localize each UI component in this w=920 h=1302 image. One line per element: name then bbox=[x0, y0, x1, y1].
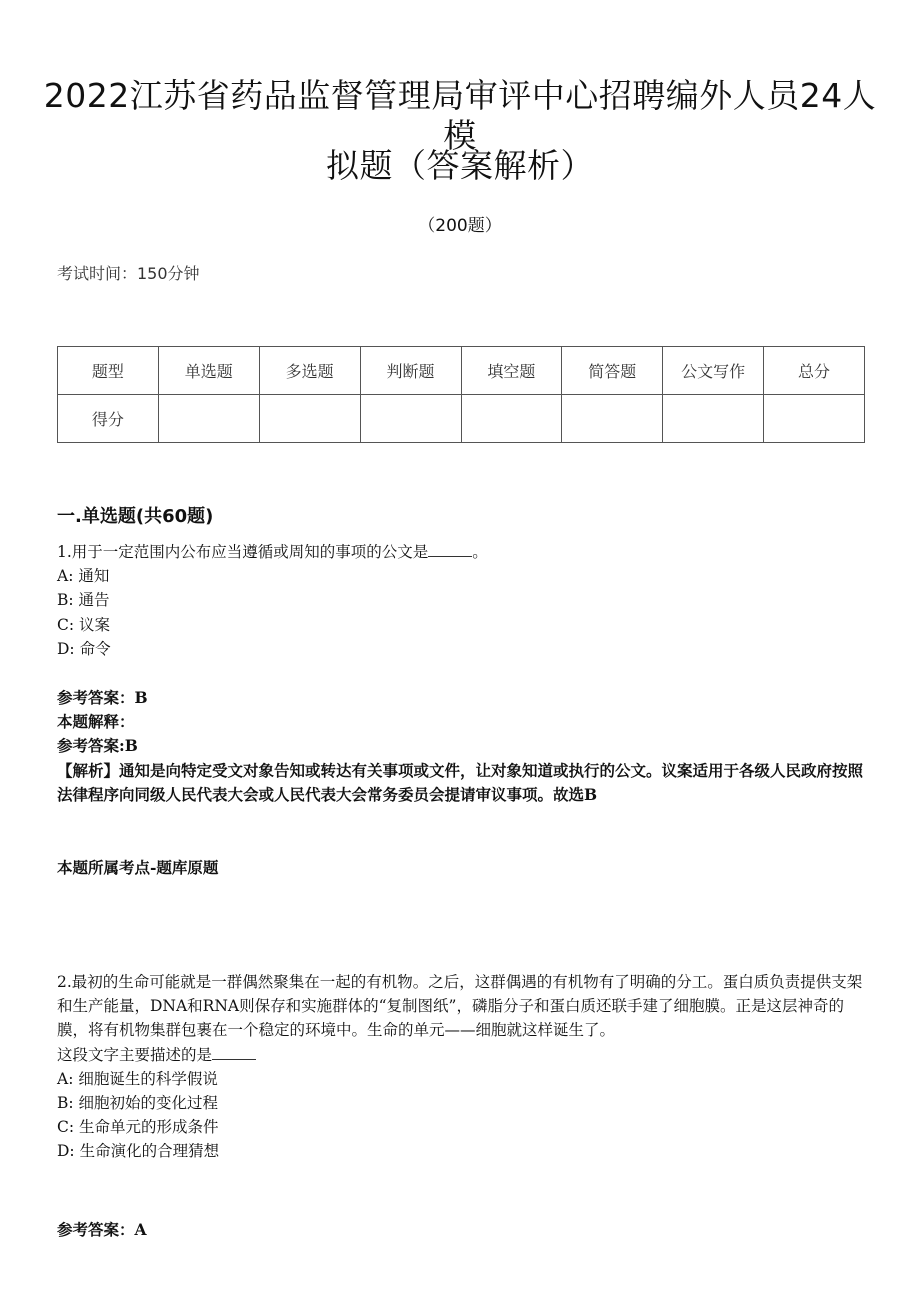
question-1-analysis: 【解析】通知是向特定受文对象告知或转达有关事项或文件，让对象知道或执行的公文。议案适用于各级人民政府按照法律程序向同级人民代表大会或人民代表大会常务委员会提请审议事项。故选B bbox=[57, 760, 864, 804]
question-1-answer-2: 参考答案:B bbox=[57, 736, 138, 756]
question-1-option-a: A: 通知 bbox=[57, 567, 110, 586]
question-1-topic bbox=[57, 856, 865, 880]
doc-title-line-1: 2022江苏省药品监督管理局审评中心招聘编外人员24人模 bbox=[43, 76, 877, 155]
question-1-option-c: C: 议案 bbox=[57, 615, 111, 634]
question-count: （200题） bbox=[418, 216, 502, 236]
header-cell-fill: 填空题 bbox=[461, 347, 562, 395]
question-2-answer: 参考答案：A bbox=[57, 1220, 147, 1239]
header-cell-writing: 公文写作 bbox=[663, 347, 764, 395]
header-cell-multi: 多选题 bbox=[259, 347, 360, 395]
question-1-stem-text: 1.用于一定范围内公布应当遵循或周知的事项的公文是 bbox=[57, 543, 429, 561]
score-cell bbox=[259, 395, 360, 443]
question-2-option-b: B: 细胞初始的变化过程 bbox=[57, 1094, 219, 1113]
exam-time: 考试时间：150分钟 bbox=[57, 264, 200, 283]
question-2-option-d: D: 生命演化的合理猜想 bbox=[57, 1142, 220, 1161]
question-1-topic-text: 本题所属考点-题库原题 bbox=[57, 858, 219, 877]
question-2-question bbox=[57, 1043, 865, 1067]
question-1-answer: 参考答案：B bbox=[57, 688, 148, 707]
score-cell bbox=[158, 395, 259, 443]
question-2-answer-block bbox=[57, 1218, 865, 1242]
header-cell-type: 题型 bbox=[58, 347, 159, 395]
score-table-score-row bbox=[58, 395, 865, 443]
score-cell bbox=[461, 395, 562, 443]
question-1-stem-end: 。 bbox=[472, 543, 488, 561]
question-2-question-text: 这段文字主要描述的是 bbox=[57, 1045, 213, 1064]
score-table bbox=[57, 346, 865, 443]
header-cell-short: 简答题 bbox=[562, 347, 663, 395]
score-cell bbox=[562, 395, 663, 443]
question-2-option-a: A: 细胞诞生的科学假说 bbox=[57, 1069, 218, 1088]
section-title: 一.单选题(共60题) bbox=[57, 506, 214, 527]
score-cell bbox=[764, 395, 865, 443]
question-2-option-c: C: 生命单元的形成条件 bbox=[57, 1118, 219, 1137]
answer-blank bbox=[428, 542, 472, 557]
score-table-header-row bbox=[58, 347, 865, 395]
question-1-explain-label: 本题解释： bbox=[57, 712, 135, 732]
question-1-option-b: B: 通告 bbox=[57, 591, 110, 610]
score-cell bbox=[360, 395, 461, 443]
question-2 bbox=[57, 970, 865, 1164]
question-1-answer-block bbox=[57, 686, 865, 807]
header-cell-single: 单选题 bbox=[158, 347, 259, 395]
header-cell-judge: 判断题 bbox=[360, 347, 461, 395]
answer-blank bbox=[212, 1045, 256, 1060]
question-2-passage: 2.最初的生命可能就是一群偶然聚集在一起的有机物。之后，这群偶遇的有机物有了明确的分工。蛋白质负责提供支架和生产能量，DNA和RNA则保存和实施群体的“复制图纸”，磷脂分子和蛋白质还联手建了细胞膜。正是这层神奇的膜，将有机物集群包裹在一个稳定的环境中。生命的单元——细胞就这样诞生了。 bbox=[57, 973, 863, 1040]
score-row-label: 得分 bbox=[58, 395, 159, 443]
question-1-option-d: D: 命令 bbox=[57, 639, 111, 658]
header-cell-total: 总分 bbox=[764, 347, 865, 395]
score-cell bbox=[663, 395, 764, 443]
doc-title-line-2: 拟题（答案解析） bbox=[326, 146, 594, 185]
question-1-stem bbox=[57, 540, 865, 564]
question-1 bbox=[57, 540, 865, 661]
